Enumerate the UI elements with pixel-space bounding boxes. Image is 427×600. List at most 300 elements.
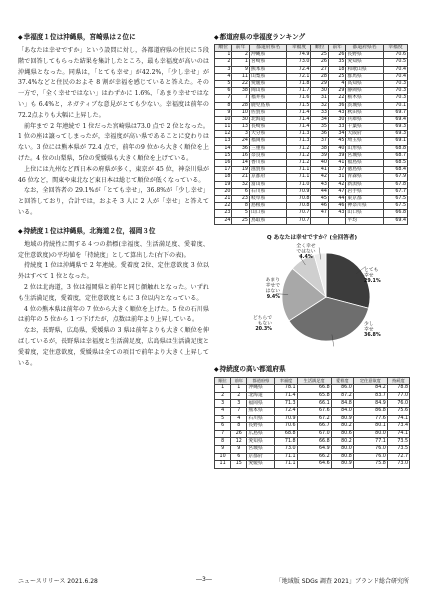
table-cell: 71.8 xyxy=(287,80,311,87)
table-row xyxy=(215,80,408,87)
table-cell: 71.4 xyxy=(275,392,297,400)
table-cell: 熊本県 xyxy=(247,408,275,416)
table-cell: 栃木県 xyxy=(346,95,383,102)
table-cell: 27 xyxy=(311,66,328,73)
pie-chart xyxy=(214,241,410,357)
table-cell: 31 xyxy=(311,95,328,102)
table-row xyxy=(215,461,410,469)
table-cell: 長崎県 xyxy=(249,124,286,131)
table-cell: 5 xyxy=(215,415,231,423)
column-header: 前年 xyxy=(232,45,249,52)
table-cell: 37 xyxy=(328,167,345,174)
table-cell: 68.8 xyxy=(275,430,297,438)
table-row xyxy=(215,174,408,181)
paragraph: 前年まで 2 年連続で 1 位だった宮崎県は73.0 点で 2 位となった。1 位の座は譲ってしまったが，幸福度が高い県であることに変わりはない。3 位には熊本県が 72.4 点で，前年の9 位から大きく順位を上げた。4 位の山梨県，5位の愛媛県も大きく順位を上げている。 xyxy=(18,122,210,162)
table-cell: 19 xyxy=(232,167,249,174)
table-row xyxy=(215,385,410,393)
table-cell: 13 xyxy=(232,124,249,131)
column-header: 順位 xyxy=(215,45,232,52)
paragraph: 4 位の熊本県は前年の 7 位から大きく順位を上げた。5 位の石川県は前年の 5 位から 1 つ下げたが，点数は前年より上昇している。 xyxy=(18,305,209,324)
column-header: 定住意欲度 xyxy=(353,377,387,385)
table-row xyxy=(215,446,410,454)
table-cell: 福岡県 xyxy=(247,400,275,408)
paragraph: 2 位は北海道，3 位は福岡県と前年と同じ顔触れとなった。いずれも生活満足度，愛着度，定住意欲度ともに 3 位以内となっている。 xyxy=(18,283,209,302)
table-cell: 70.8 xyxy=(287,203,311,210)
table-cell: 12 xyxy=(231,438,247,446)
table-cell: 16 xyxy=(215,160,232,167)
table-cell: 70.6 xyxy=(383,52,407,59)
table-cell: 4 xyxy=(215,408,231,416)
table-cell: 43 xyxy=(328,210,345,217)
table-cell: 山梨県 xyxy=(249,73,286,80)
table-row xyxy=(215,400,410,408)
table-cell: 65.8 xyxy=(297,392,331,400)
table-cell: 67.6 xyxy=(297,408,331,416)
table-cell: 5 xyxy=(215,80,232,87)
paragraph: 持続度 1 位は沖縄県で 2 年連続。愛着度 2位、定住意欲度 3 位以外はすべて 1 位となった。 xyxy=(18,262,209,281)
table-cell: 71.4 xyxy=(287,109,311,116)
table-cell: 平均 xyxy=(346,217,383,224)
table-row xyxy=(215,52,408,59)
table-row xyxy=(215,73,408,80)
table-cell: 30 xyxy=(311,88,328,95)
table-cell: 80.9 xyxy=(331,461,353,469)
table-cell: 22 xyxy=(232,80,249,87)
table-cell: 40 xyxy=(328,145,345,152)
table-header-row xyxy=(215,377,410,385)
table-row xyxy=(215,66,408,73)
table-cell: 京都府 xyxy=(247,453,275,461)
table-cell: 73.0 xyxy=(275,446,297,454)
pie-chart-title: Q あなたは幸せですか？(全回答者) xyxy=(266,234,358,241)
column-header: 幸福度 xyxy=(275,377,297,385)
column-header: 都道府県名 xyxy=(346,45,383,52)
sustainability-table xyxy=(214,377,410,469)
table-cell: 71.7 xyxy=(287,88,311,95)
table-cell: 愛媛県 xyxy=(247,461,275,469)
table-cell: 34 xyxy=(311,116,328,123)
table-cell: 71.2 xyxy=(287,160,311,167)
table-cell: 67.2 xyxy=(297,415,331,423)
table-cell: 66.7 xyxy=(297,423,331,431)
table-cell: 山口県 xyxy=(249,210,286,217)
table-cell: 66.1 xyxy=(297,400,331,408)
table-cell: 41 xyxy=(328,160,345,167)
table-cell: 29 xyxy=(328,88,345,95)
table-cell: 愛媛県 xyxy=(249,80,286,87)
table-row xyxy=(215,430,410,438)
table-cell: 80.8 xyxy=(331,453,353,461)
table-cell: 13 xyxy=(215,138,232,145)
table-cell: 33 xyxy=(311,109,328,116)
table-cell: 71.1 xyxy=(287,167,311,174)
pie-label: とても幸せ 29.1% xyxy=(364,267,381,284)
table-cell: 70.3 xyxy=(383,88,407,95)
table-cell: 6 xyxy=(215,88,232,95)
table-cell: 3 xyxy=(215,400,231,408)
table-cell: 44 xyxy=(311,188,328,195)
table-cell: 2 xyxy=(231,392,247,400)
paragraph: 地域の持続性に関する４つの指標(幸福度、生活満足度、愛着度、定住意欲度)の平均値を「持続度」として算出した(右下の表)。 xyxy=(18,240,209,259)
table-cell: 23 xyxy=(232,195,249,202)
table-row xyxy=(215,88,408,95)
table-cell: 72.1 xyxy=(287,73,311,80)
table-cell: 67.5 xyxy=(383,203,407,210)
table-cell: 74.1 xyxy=(387,430,409,438)
table-cell: 愛知県 xyxy=(247,438,275,446)
table-cell: 72.4 xyxy=(287,66,311,73)
table-cell: 東京都 xyxy=(346,195,383,202)
table-cell: 46 xyxy=(328,203,345,210)
table-row xyxy=(215,453,410,461)
table-cell: 宮城県 xyxy=(346,152,383,159)
table-row xyxy=(215,203,408,210)
table-cell: 沖縄県 xyxy=(247,385,275,393)
section-heading-happiness: ◆幸福度１位は沖縄県，宮崎県は２位に xyxy=(18,33,136,41)
left-column xyxy=(18,33,209,369)
table-cell: 36 xyxy=(232,145,249,152)
table-row xyxy=(215,131,408,138)
footer-right: 「地域版 SDGs 調査 2021」ブランド総合研究所 xyxy=(275,578,409,585)
table-cell: 44 xyxy=(328,195,345,202)
table-row xyxy=(215,59,408,66)
pie-label: 少し幸せ 36.8% xyxy=(364,321,381,338)
column-header: 幸福度 xyxy=(287,45,311,52)
table-cell: 78.8 xyxy=(387,385,409,393)
table-cell: 86.8 xyxy=(353,408,387,416)
table-cell: 26 xyxy=(328,52,345,59)
table-cell: 70.3 xyxy=(383,80,407,87)
table-cell: 74.9 xyxy=(287,52,311,59)
table-cell: 38 xyxy=(232,88,249,95)
table-row xyxy=(215,116,408,123)
ranking-table xyxy=(214,44,408,225)
table-cell: 71.4 xyxy=(287,116,311,123)
table-cell: 23 xyxy=(215,210,232,217)
table-row xyxy=(215,438,410,446)
table-cell: 1 xyxy=(215,385,231,393)
table-cell: 8 xyxy=(215,438,231,446)
table-cell: 宮崎県 xyxy=(249,59,286,66)
table-row xyxy=(215,138,408,145)
table-cell: 64.6 xyxy=(297,461,331,469)
table-cell: 香川県 xyxy=(249,160,286,167)
table-cell: 84.8 xyxy=(331,400,353,408)
table-cell: 34 xyxy=(328,131,345,138)
table-row xyxy=(215,102,408,109)
column-header: 幸福度 xyxy=(383,45,407,52)
table-cell: 9 xyxy=(231,446,247,454)
table-cell: 7 xyxy=(215,430,231,438)
column-header: 都道府県名 xyxy=(249,45,286,52)
table-cell: 42 xyxy=(328,181,345,188)
column-header: 順位 xyxy=(215,377,231,385)
table-cell: 福島県 xyxy=(346,160,383,167)
table-cell: 80.0 xyxy=(331,446,353,454)
table-cell: 47 xyxy=(328,188,345,195)
table-row xyxy=(215,167,408,174)
table-cell: 36 xyxy=(328,102,345,109)
table-cell: 6 xyxy=(231,453,247,461)
table-cell: 33 xyxy=(328,124,345,131)
table-cell: 71.1 xyxy=(275,453,297,461)
table-cell: 5 xyxy=(232,210,249,217)
table-cell: 70.8 xyxy=(287,195,311,202)
table-cell: 71.4 xyxy=(287,124,311,131)
table-cell: 2 xyxy=(215,59,232,66)
table-cell: 奈良県 xyxy=(249,152,286,159)
table-cell: 茨城県 xyxy=(346,102,383,109)
table-cell: 富山県 xyxy=(249,181,286,188)
table-cell: 滋賀県 xyxy=(249,167,286,174)
table-cell: 10 xyxy=(232,109,249,116)
table-cell: 千葉県 xyxy=(346,124,383,131)
table-cell: 岡山県 xyxy=(249,88,286,95)
table-cell: 28 xyxy=(311,73,328,80)
pie-label: どちらでもない 20.3% xyxy=(252,315,272,332)
table-cell: 71.1 xyxy=(275,461,297,469)
table-cell: 32 xyxy=(311,102,328,109)
table-cell: 45 xyxy=(328,138,345,145)
table-cell: 66.8 xyxy=(297,438,331,446)
table-cell: 大阪府 xyxy=(346,131,383,138)
table-cell: 21 xyxy=(215,195,232,202)
table-cell: 72.7 xyxy=(387,453,409,461)
table-cell: 40 xyxy=(311,160,328,167)
table-cell: 1 xyxy=(232,59,249,66)
table-cell: 島根県 xyxy=(249,203,286,210)
table-cell: 25 xyxy=(232,217,249,224)
table-cell: 6 xyxy=(232,188,249,195)
table-cell: 71.8 xyxy=(275,438,297,446)
table-cell: 8 xyxy=(232,203,249,210)
table-cell: 71.2 xyxy=(287,145,311,152)
table-cell: 24 xyxy=(215,217,232,224)
table-cell: 北海道 xyxy=(249,116,286,123)
table-cell: 15 xyxy=(215,152,232,159)
table-cell: 73.4 xyxy=(387,423,409,431)
table-cell: 47 xyxy=(311,210,328,217)
table-cell: 6 xyxy=(215,423,231,431)
table-cell: 石川県 xyxy=(247,415,275,423)
table-cell: 68.8 xyxy=(383,145,407,152)
table-cell: 42 xyxy=(311,174,328,181)
table-cell: 山形県 xyxy=(346,145,383,152)
table-cell: 73.5 xyxy=(387,438,409,446)
table-cell: 22 xyxy=(328,95,345,102)
page-number: ―3― xyxy=(196,576,212,583)
table-cell: 北海道 xyxy=(247,392,275,400)
table-row xyxy=(215,392,410,400)
table-cell: 77.6 xyxy=(353,415,387,423)
table-cell: 80.6 xyxy=(331,430,353,438)
table-cell: 72.4 xyxy=(275,408,297,416)
table-cell: 66.2 xyxy=(297,453,331,461)
table-cell: 24 xyxy=(232,138,249,145)
table-cell: 70.9 xyxy=(287,188,311,195)
table-row xyxy=(215,210,408,217)
table-cell: 38 xyxy=(311,145,328,152)
table-cell: 76.0 xyxy=(353,453,387,461)
table-cell: 兵庫県 xyxy=(346,116,383,123)
table-cell: 69.3 xyxy=(383,131,407,138)
table-cell: 岐阜県 xyxy=(249,195,286,202)
table-cell: 29 xyxy=(311,80,328,87)
table-cell: 66.8 xyxy=(297,385,331,393)
table-cell: 10 xyxy=(215,116,232,123)
table-cell: 16 xyxy=(232,152,249,159)
table-cell: 静岡県 xyxy=(346,88,383,95)
table-cell: 70.6 xyxy=(275,423,297,431)
right-column xyxy=(214,33,410,469)
paragraph: なお，全回答者の 29.1%が「とても幸せ」，36.8%が「少し幸せ」と回答しており，合計では，およそ 3 人に 2 人が「幸せ」と答えている。 xyxy=(18,187,209,216)
table-row xyxy=(215,408,410,416)
table-cell: 30 xyxy=(328,116,345,123)
table-row xyxy=(215,415,410,423)
table-row xyxy=(215,109,408,116)
table-cell: 11 xyxy=(215,461,231,469)
section-heading-sustainability: ◆持続度１位は沖縄県，北海道２位，福岡３位 xyxy=(18,226,156,235)
table-cell: 青森県 xyxy=(346,174,383,181)
table-cell: 三重県 xyxy=(249,145,286,152)
table-cell: 39 xyxy=(328,152,345,159)
table-cell: 2 xyxy=(232,52,249,59)
table-cell: 43 xyxy=(311,181,328,188)
table-cell: 71.3 xyxy=(287,131,311,138)
table-cell: 31 xyxy=(328,174,345,181)
table-cell: 46 xyxy=(311,203,328,210)
table-cell: 15 xyxy=(231,461,247,469)
table-cell: 32 xyxy=(232,181,249,188)
table-cell: 和歌山県 xyxy=(346,66,383,73)
table-cell: 山口県 xyxy=(346,210,383,217)
table-cell: 71.3 xyxy=(287,138,311,145)
table-cell: 86.0 xyxy=(331,385,353,393)
table-cell: 25 xyxy=(311,52,328,59)
table-cell: 68.7 xyxy=(383,152,407,159)
table-row xyxy=(215,152,408,159)
table-cell: 66.8 xyxy=(383,210,407,217)
table-cell: 70.1 xyxy=(383,102,407,109)
table-cell: 75.8 xyxy=(353,461,387,469)
table-cell: 26 xyxy=(311,59,328,66)
table-cell: 67.7 xyxy=(383,188,407,195)
table-cell: 4 xyxy=(215,73,232,80)
table-cell: 78.1 xyxy=(275,385,297,393)
table-cell: 67.8 xyxy=(383,181,407,188)
table-cell: 新潟県 xyxy=(346,181,383,188)
table-cell: 広島県 xyxy=(247,430,275,438)
table-cell: 69.7 xyxy=(383,109,407,116)
table-cell: 4 xyxy=(328,80,345,87)
table-cell: 14 xyxy=(232,160,249,167)
table-cell: 9 xyxy=(215,446,231,454)
table-cell: 77.0 xyxy=(387,392,409,400)
table-cell: 84.0 xyxy=(331,408,353,416)
table-cell: 石川県 xyxy=(249,188,286,195)
table-cell xyxy=(311,217,328,224)
table-cell: 26 xyxy=(231,430,247,438)
table-cell: 68.5 xyxy=(383,160,407,167)
pie-label: あまり幸せではない 9.4% xyxy=(265,277,280,300)
diamond-icon: ◆ xyxy=(18,34,23,41)
column-header: 愛着度 xyxy=(331,377,353,385)
table-cell: 71.6 xyxy=(287,95,311,102)
diamond-icon: ◆ xyxy=(214,365,219,373)
table-cell: 4 xyxy=(231,415,247,423)
table-cell: 73.0 xyxy=(387,461,409,469)
table-cell: 35 xyxy=(311,124,328,131)
pie-label: 全く幸せではない 4.4% xyxy=(296,243,316,260)
table-cell: 70.5 xyxy=(383,59,407,66)
table-cell: 9 xyxy=(215,109,232,116)
footer-left: ニュースリリース 2021.6.28 xyxy=(18,578,98,585)
table-header-row xyxy=(215,45,408,52)
table-cell: 8 xyxy=(231,423,247,431)
table-cell: 76.0 xyxy=(353,446,387,454)
table-cell: 70.4 xyxy=(383,66,407,73)
table-cell: 愛知県 xyxy=(346,59,383,66)
table-cell: 京都府 xyxy=(249,174,286,181)
table-cell: 36 xyxy=(311,131,328,138)
table-cell xyxy=(328,217,345,224)
table-cell: 69.4 xyxy=(383,217,407,224)
table-cell: 岩手県 xyxy=(346,188,383,195)
table-cell: 70.3 xyxy=(383,95,407,102)
table-cell: 11 xyxy=(232,73,249,80)
paragraph: なお，長野県，広島県，愛媛県の 3 県は前年よりも大きく順位を伸ばしているが，長野県は幸福度と生活満足度，広島県は生活満足度と愛着度，定住意欲度，愛媛県は全ての項目で前年より大きく上昇している。 xyxy=(18,327,209,367)
sustainability-table-title: ◆持続度の高い都道府県 xyxy=(214,364,286,373)
table-cell: 73.0 xyxy=(287,59,311,66)
column-header: 生活満足度 xyxy=(297,377,331,385)
table-cell: 3 xyxy=(215,66,232,73)
table-cell: 21 xyxy=(232,174,249,181)
table-cell: 18 xyxy=(328,66,345,73)
table-cell: 1 xyxy=(215,52,232,59)
table-cell: 74.1 xyxy=(387,415,409,423)
table-cell: 8 xyxy=(215,102,232,109)
table-cell: 43 xyxy=(328,109,345,116)
table-cell: 69.3 xyxy=(383,124,407,131)
table-cell: 71.1 xyxy=(287,174,311,181)
table-cell: 神奈川県 xyxy=(346,203,383,210)
table-cell: 80.0 xyxy=(353,430,387,438)
table-cell: 14 xyxy=(215,145,232,152)
table-cell: 64.9 xyxy=(297,446,331,454)
table-row xyxy=(215,145,408,152)
table-row xyxy=(215,195,408,202)
table-cell: 75.6 xyxy=(387,408,409,416)
table-cell: 福岡県 xyxy=(249,138,286,145)
table-cell: 67.0 xyxy=(297,430,331,438)
table-cell: 沖縄県 xyxy=(249,52,286,59)
table-cell: 71.3 xyxy=(275,400,297,408)
table-cell: 20 xyxy=(215,188,232,195)
table-row xyxy=(215,188,408,195)
paragraph: 「あなたは幸せですか」という設問に対し，各都道府県の住民に５段階で回答してもらった結果を集計したところ，最も幸福度が高いのは沖縄県となった。同県は，「とても幸せ」が42.2%，「少し幸せ」が 37.4%などと住民のおよそ 8 割が幸福を感じていると答えた。その一方で，「全く幸せではない」はわずかに 1.6%、「あまり幸せではない」も 6.4%と，ネガティブな意見がとても少ない。幸福度は前年の 72.2点よりも大幅に上昇した。 xyxy=(18,47,209,119)
table-cell: 35 xyxy=(328,59,345,66)
table-cell: 7 xyxy=(215,95,232,102)
table-cell: 84.2 xyxy=(353,385,387,393)
column-header: 順位 xyxy=(311,45,328,52)
table-cell: 7 xyxy=(232,95,249,102)
table-cell: 69.1 xyxy=(383,138,407,145)
column-header: 前年 xyxy=(328,45,345,52)
table-row xyxy=(215,217,408,224)
table-cell: 19 xyxy=(215,181,232,188)
table-cell: 73.5 xyxy=(387,446,409,454)
table-cell: 25 xyxy=(328,73,345,80)
